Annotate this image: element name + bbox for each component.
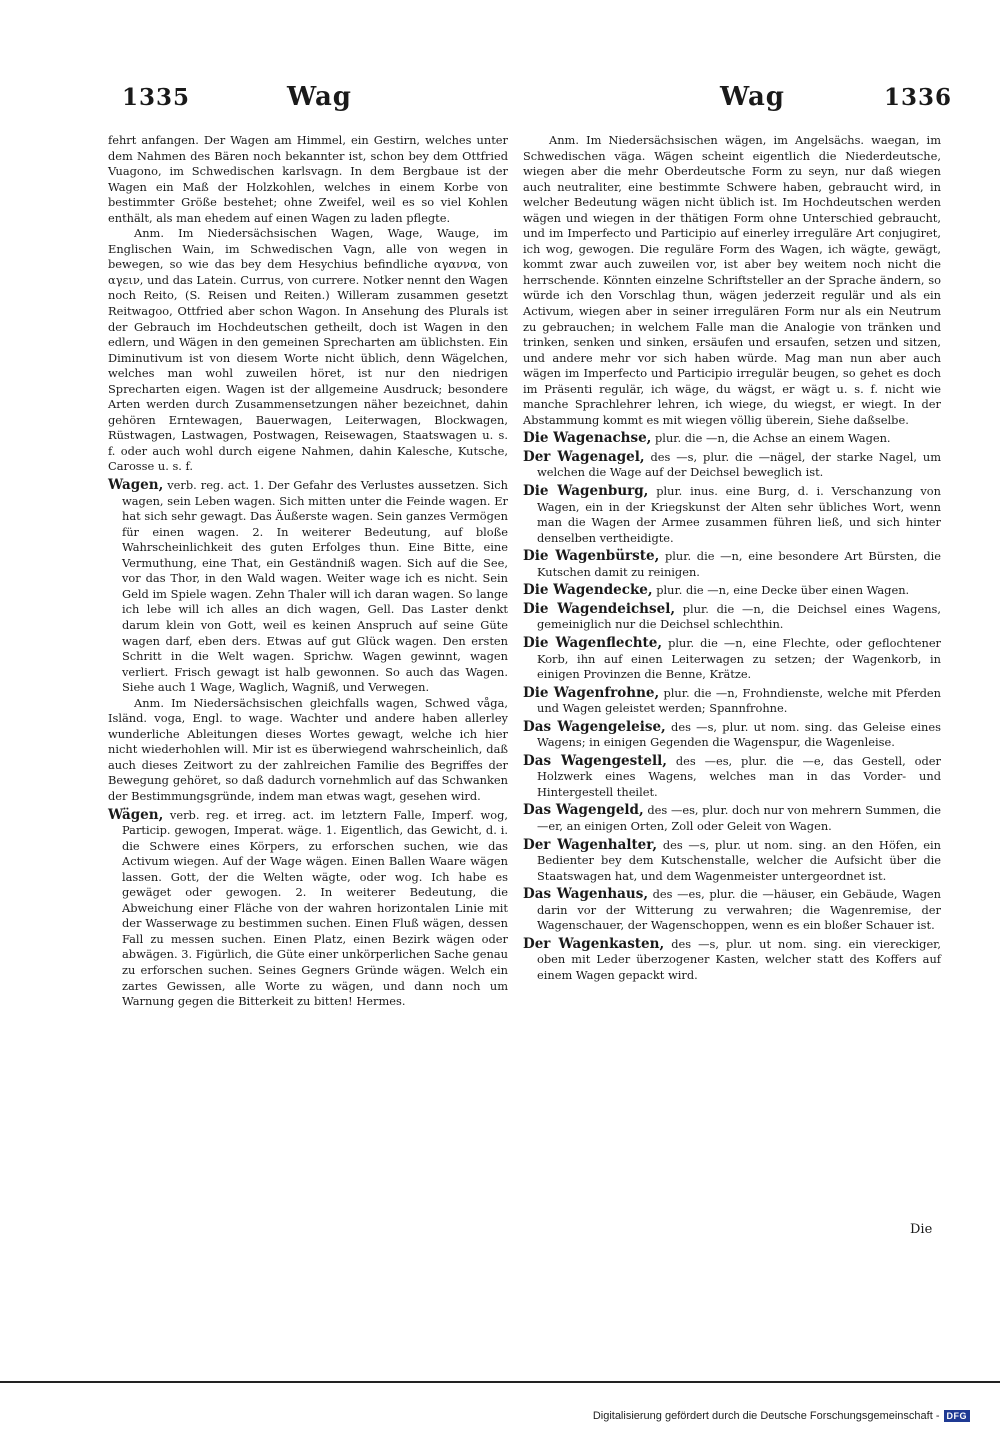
entry-definition: verb. reg. act. 1. Der Gefahr des Verlustes aussetzen. Sich wagen, sein Leben wagen. Sich mitten unter die Feinde wagen. Er hat sich sehr gewagt. Das Äußerste wagen. Sein ganzes Vermögen für einen wagen. 2. In weiterer Bedeutung, auf bloße Wahrscheinlichkeit des guten Erfolges thun. Eine Bitte, eine Vermuthung, eine That, ein Geständniß wagen. Sich auf die See, vor das Thor, in den Wald wagen. Weiter wage ich es nicht. Sein Geld im Spiele wagen. Zehn Thaler will ich daran wagen. So lange ich lebe will ich alles an dich wagen, Gell. Das Laster denkt darum klein von Gott, weil es keinen Anspruch auf seine Güte wagen darf, eben ders. Etwas auf gut Glück wagen. Den ersten Schritt in die Welt wagen. Sprichw. Wagen gewinnt, wagen verliert. Frisch gewagt ist halb gewonnen. So auch das Wagen. Siehe auch 1 Wage, Waglich, Wagniß, und Verwegen. bbox=[122, 478, 508, 695]
entry-headword: Der Wagenhalter, bbox=[523, 836, 658, 853]
dictionary-entry bbox=[523, 937, 941, 984]
dictionary-entry bbox=[523, 720, 941, 751]
entry-definition: plur. die —n, die Achse an einem Wagen. bbox=[655, 431, 891, 446]
entry-headword: Wägen, bbox=[108, 806, 164, 823]
dictionary-entry bbox=[523, 838, 941, 885]
entry-definition: plur. die —n, eine besondere Art Bürsten, die Kutschen damit zu reinigen. bbox=[537, 549, 941, 579]
entry-headword: Die Wagenbürste, bbox=[523, 548, 660, 565]
left-page-number: 1335 bbox=[122, 84, 191, 111]
left-page-header bbox=[122, 82, 190, 112]
entry-definition: verb. reg. et irreg. act. im letztern Falle, Imperf. wog, Particip. gewogen, Imperat. wäge. 1. Eigentlich, das Gewicht, d. i. die Schwere eines Körpers, zu erforschen suchen, wie das Activum wiegen. Auf der Wage wägen. Einen Ballen Waare wägen lassen. Gott, der die Welten wägte, oder wog. Ich habe es gewäget oder gewogen. 2. In weiterer Bedeutung, die Abweichung einer Fläche von der wahren horizontalen Linie mit der Wasserwage zu bestimmen suchen. Einen Fluß wägen, dessen Fall zu messen suchen. Einen Platz, einen Bezirk wägen oder abwägen. 3. Figürlich, die Güte einer unkörperlichen Sache genau zu erforschen suchen. Seines Gegners Gründe wägen. Welch ein zartes Gewissen, alle Worte zu wägen, und dann noch um Warnung gegen die Bitterkeit zu bitten! Hermes. bbox=[122, 807, 509, 1009]
catchword: Die bbox=[910, 1222, 933, 1237]
entry-definition: plur. inus. eine Burg, d. i. Verschanzung von Wagen, ein in der Kriegskunst der Alten sehr übliches Wort, wenn man die Wagen der Armee zusammen führen ließ, und sich hinter denselben vertheidigte. bbox=[537, 484, 942, 545]
dictionary-entry bbox=[523, 450, 941, 481]
right-page-header bbox=[884, 82, 952, 112]
entry-headword: Der Wagenagel, bbox=[523, 448, 645, 465]
dictionary-entry bbox=[523, 549, 941, 580]
entry-headword: Wagen, bbox=[108, 477, 164, 494]
entry-definition: plur. die —n, Frohndienste, welche mit Pferden und Wagen geleistet werden; Spannfrohne. bbox=[537, 685, 941, 716]
entry-definition: plur. die —n, die Deichsel eines Wagens, gemeiniglich nur die Deichsel schlechthin. bbox=[537, 601, 942, 632]
entry-definition: des —s, plur. ut nom. sing. das Geleise eines Wagens; in einigen Gegenden die Wagenspur, die Wagenleise. bbox=[537, 719, 941, 750]
left-running-head: Wag bbox=[287, 82, 352, 112]
entry-definition: des —s, plur. ut nom. sing. an den Höfen, ein Bedienter bey dem Kutschenstalle, welcher die Aufsicht über die Staatswagen hat, und dem Wagenmeister untergeordnet ist. bbox=[537, 837, 942, 883]
dictionary-entry bbox=[523, 803, 941, 834]
entry-definition: des —es, plur. doch nur von mehrern Summen, die —er, an einigen Orten, Zoll oder Geleit von Wagen. bbox=[537, 803, 941, 833]
entry-definition: des —es, plur. die —häuser, ein Gebäude, Wagen darin vor der Witterung zu verwahren; die Wagenremise, der Wagenschauer, der Wagenschoppen, wenn es ein bloßer Schauer ist. bbox=[537, 887, 941, 933]
entry-headword: Das Wagengeleise, bbox=[523, 718, 666, 735]
entry-definition: des —es, plur. die —e, das Gestell, oder Holzwerk eines Wagens, welches man in das Vorder- und Hintergestell theilet. bbox=[537, 753, 941, 799]
entry-headword: Das Wagenhaus, bbox=[523, 886, 649, 903]
entry-definition: plur. die —n, eine Decke über einen Wagen. bbox=[656, 583, 910, 598]
entry-headword: Die Wagenfrohne, bbox=[523, 684, 660, 701]
entry-definition: des —s, plur. die —nägel, der starke Nagel, um welchen die Wage auf der Deichsel beweglich ist. bbox=[537, 449, 941, 480]
entry-definition: plur. die —n, eine Flechte, oder geflochtener Korb, ihn auf einen Leiterwagen zu setzen; der Wagenkorb, in einigen Provinzen die Benne, Krätze. bbox=[537, 635, 941, 682]
entry-definition: des —s, plur. ut nom. sing. ein viereckiger, oben mit Leder überzogener Kasten, welcher statt des Koffers auf einem Wagen gepackt wird. bbox=[537, 936, 941, 982]
entry-headword: Die Wagenburg, bbox=[523, 483, 649, 500]
dictionary-entry bbox=[523, 636, 941, 683]
dictionary-entry bbox=[523, 602, 941, 633]
dictionary-entry bbox=[523, 484, 941, 546]
annotation-paragraph: Anm. Im Niedersächsischen Wagen, Wage, Wauge, im Englischen Wain, im Schwedischen Vagn, alle von wegen in bewegen, so wie das bey dem Hesychius befindliche αγαννα, von αγειν, und das Latein. Currus, von currere. Notker nennt den Wagen noch Reito, (S. Reisen und Reiten.) Willeram zusammen gesetzt Reitwagoo, Ottfried aber schon Wagon. In Ansehung des Plurals ist der Gebrauch im Hochdeutschen getheilt, doch ist Wagen in den edlern, und Wägen in den gemeinen Sprecharten am üblichsten. Ein Diminutivum ist von diesem Worte nicht üblich, denn Wägelchen, welches man wohl zuweilen höret, ist nur den niedrigen Sprecharten eigen. Wagen ist der allgemeine Ausdruck; besondere Arten werden durch Zusammensetzungen näher bezeichnet, dahin gehören Erntewagen, Bauerwagen, Leiterwagen, Blockwagen, Rüstwagen, Lastwagen, Postwagen, Reisewagen, Staatswagen u. s. f. oder auch wohl durch eigene Nahmen, dahin Kalesche, Kutsche, Carosse u. s. f. bbox=[108, 226, 508, 474]
right-running-head: Wag bbox=[720, 82, 785, 112]
dictionary-entry bbox=[523, 887, 941, 934]
dictionary-entry bbox=[523, 583, 941, 599]
dictionary-entry bbox=[108, 808, 508, 1010]
footer-text: Digitalisierung gefördert durch die Deutsche Forschungsgemeinschaft - bbox=[592, 1410, 940, 1422]
entry-headword: Die Wagendeichsel, bbox=[523, 600, 676, 617]
dictionary-entry bbox=[523, 686, 941, 717]
digitization-footer bbox=[593, 1410, 970, 1422]
right-page-number: 1336 bbox=[884, 84, 953, 111]
entry-headword: Die Wagenachse, bbox=[523, 430, 652, 447]
dictionary-entry bbox=[523, 754, 941, 801]
page-bottom-rule bbox=[0, 1381, 1000, 1383]
continued-paragraph: fehrt anfangen. Der Wagen am Himmel, ein Gestirn, welches unter dem Nahmen des Bären noch bekannter ist, schon bey dem Ottfried Vuagono, im Schwedischen karlsvagn. In dem Bergbaue ist der Wagen ein Maß der Holzkohlen, welches in einem Korbe von bestimmter Größe bestehet; ohne Zweifel, weil es so viel Kohlen enthält, als man ehedem auf einen Wagen zu laden pflegte. bbox=[108, 133, 508, 225]
annotation-paragraph: Anm. Im Niedersächsischen wägen, im Angelsächs. waegan, im Schwedischen väga. Wägen scheint eigentlich die Niederdeutsche, wiegen aber die mehr Oberdeutsche Form zu seyn, nur daß wiegen auch neutraliter, eine bestimmte Schwere haben, gebraucht wird, in welcher Bedeutung wägen nicht üblich ist. Im Hochdeutschen werden wägen und wiegen in der thätigen Form ohne Unterschied gebraucht, und im Imperfecto und Participio auf einerley irreguläre Art conjugiret, ich wog, gewogen. Die reguläre Form des Wagen, ich wägte, gewägt, kommt zwar auch zuweilen vor, ist aber bey weitem noch nicht die herrschende. Könnten einzelne Schriftsteller an der Sprache ändern, so würde ich den Vorschlag thun, wägen jederzeit regulär und als ein Activum, wiegen aber in seiner irregulären Form nur als ein Neutrum zu gebrauchen; in welchem Falle man die Analogie von tränken und trinken, senken und sinken, ersäufen und ersaufen, setzen und sitzen, und andere mehr vor sich haben würde. Mag man nun aber auch wägen im Imperfecto und Participio irregulär beugen, so gehet es doch im Präsenti regulär, ich wäge, du wägst, er wägt u. s. f. nicht wie manche Sprachlehrer lehren, ich wiege, du wiegst, er wiegt. In der Abstammung kommt es mit wiegen völlig überein, Siehe daßselbe. bbox=[523, 133, 941, 427]
dictionary-entry bbox=[108, 478, 508, 696]
entry-headword: Das Wagengestell, bbox=[523, 752, 667, 769]
right-column bbox=[523, 133, 941, 983]
dfg-logo: DFG bbox=[944, 1410, 971, 1422]
dictionary-entry bbox=[523, 431, 941, 447]
left-column bbox=[108, 133, 508, 1010]
entry-headword: Das Wagengeld, bbox=[523, 802, 644, 819]
entry-headword: Die Wagendecke, bbox=[523, 582, 653, 599]
annotation-paragraph: Anm. Im Niedersächsischen gleichfalls wagen, Schwed våga, Isländ. voga, Engl. to wage. Wachter und andere haben allerley wunderliche Ableitungen dieses Wortes gewagt, welche ich hier nicht wiederhohlen will. Mir ist es überwiegend wahrscheinlich, daß auch dieses Zeitwort zu der zahlreichen Familie des Begriffes der Bewegung gehöret, so daß dadurch vornehmlich auf das Schwanken der Bestimmungsgründe, indem man etwas wagt, gesehen wird. bbox=[108, 695, 508, 803]
entry-headword: Die Wagenflechte, bbox=[523, 634, 663, 651]
entry-headword: Der Wagenkasten, bbox=[523, 935, 665, 952]
